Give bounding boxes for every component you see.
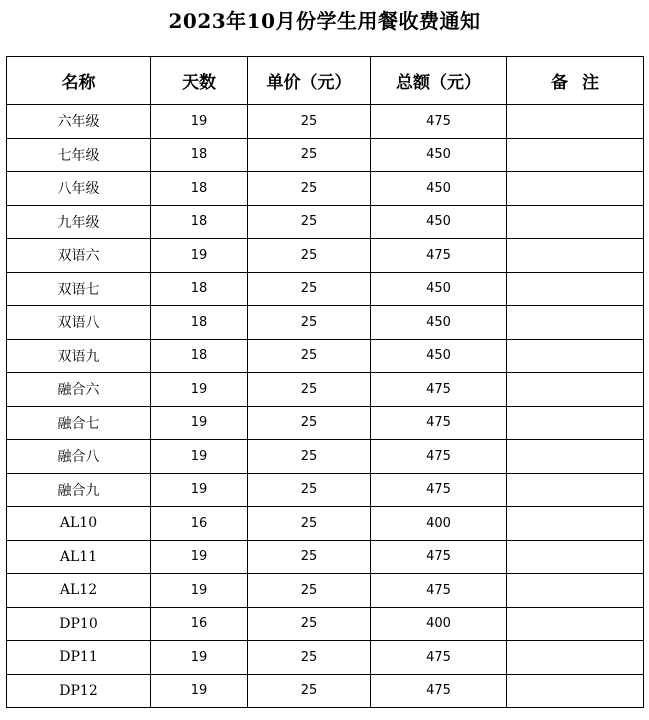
header-name: 名称 [7,57,151,105]
cell-note [507,641,644,675]
table-row [7,205,644,239]
cell-unit-price: 25 [248,105,371,139]
cell-note [507,339,644,373]
table-row [7,306,644,340]
cell-unit-price: 25 [248,473,371,507]
cell-name: 融合九 [7,473,151,507]
table-header-row [7,57,644,105]
cell-days: 19 [151,105,248,139]
cell-total: 450 [371,205,507,239]
cell-name: DP10 [7,607,151,641]
cell-total: 475 [371,473,507,507]
cell-unit-price: 25 [248,540,371,574]
cell-unit-price: 25 [248,440,371,474]
header-total: 总额（元） [371,57,507,105]
cell-total: 475 [371,440,507,474]
cell-name: 八年级 [7,172,151,206]
cell-name: 七年级 [7,138,151,172]
cell-days: 19 [151,406,248,440]
cell-name: 双语八 [7,306,151,340]
cell-total: 475 [371,641,507,675]
cell-days: 18 [151,138,248,172]
cell-total: 450 [371,306,507,340]
cell-note [507,373,644,407]
table-body [7,105,644,708]
cell-name: DP12 [7,674,151,708]
cell-total: 450 [371,339,507,373]
table-row [7,105,644,139]
cell-note [507,239,644,273]
cell-total: 475 [371,105,507,139]
cell-unit-price: 25 [248,674,371,708]
cell-note [507,507,644,541]
cell-days: 18 [151,272,248,306]
cell-note [507,272,644,306]
cell-unit-price: 25 [248,272,371,306]
cell-unit-price: 25 [248,239,371,273]
cell-total: 400 [371,607,507,641]
table-row [7,239,644,273]
table-row [7,440,644,474]
table-row [7,138,644,172]
cell-days: 18 [151,306,248,340]
cell-unit-price: 25 [248,406,371,440]
cell-name: 双语九 [7,339,151,373]
cell-note [507,440,644,474]
cell-days: 16 [151,607,248,641]
header-unit-price: 单价（元） [248,57,371,105]
cell-name: DP11 [7,641,151,675]
cell-days: 19 [151,473,248,507]
cell-note [507,540,644,574]
cell-days: 19 [151,373,248,407]
cell-unit-price: 25 [248,172,371,206]
fee-table [6,56,644,708]
cell-unit-price: 25 [248,607,371,641]
cell-note [507,105,644,139]
cell-total: 475 [371,674,507,708]
table-row [7,172,644,206]
cell-days: 19 [151,574,248,608]
table-row [7,607,644,641]
table-row [7,540,644,574]
cell-days: 19 [151,440,248,474]
cell-total: 450 [371,172,507,206]
cell-note [507,205,644,239]
table-row [7,272,644,306]
header-days: 天数 [151,57,248,105]
cell-days: 19 [151,239,248,273]
cell-note [507,674,644,708]
cell-total: 475 [371,574,507,608]
cell-name: 九年级 [7,205,151,239]
table-row [7,507,644,541]
cell-name: 双语七 [7,272,151,306]
table-row [7,641,644,675]
cell-days: 18 [151,205,248,239]
page-title: 2023年10月份学生用餐收费通知 [168,9,481,33]
table-row [7,406,644,440]
cell-unit-price: 25 [248,507,371,541]
cell-name: AL12 [7,574,151,608]
cell-days: 16 [151,507,248,541]
cell-total: 450 [371,272,507,306]
cell-note [507,138,644,172]
cell-note [507,306,644,340]
cell-note [507,574,644,608]
cell-unit-price: 25 [248,641,371,675]
cell-name: 六年级 [7,105,151,139]
table-row [7,574,644,608]
cell-name: AL10 [7,507,151,541]
cell-unit-price: 25 [248,574,371,608]
cell-total: 400 [371,507,507,541]
cell-days: 18 [151,339,248,373]
cell-unit-price: 25 [248,138,371,172]
table-row [7,373,644,407]
cell-total: 475 [371,373,507,407]
cell-days: 19 [151,540,248,574]
cell-note [507,607,644,641]
table-row [7,473,644,507]
cell-name: 双语六 [7,239,151,273]
cell-total: 450 [371,138,507,172]
cell-total: 475 [371,406,507,440]
cell-name: 融合八 [7,440,151,474]
cell-note [507,172,644,206]
cell-unit-price: 25 [248,339,371,373]
table-row [7,339,644,373]
cell-name: 融合七 [7,406,151,440]
table-row [7,674,644,708]
cell-unit-price: 25 [248,205,371,239]
cell-total: 475 [371,540,507,574]
cell-note [507,473,644,507]
cell-unit-price: 25 [248,373,371,407]
cell-days: 18 [151,172,248,206]
cell-unit-price: 25 [248,306,371,340]
cell-name: AL11 [7,540,151,574]
cell-name: 融合六 [7,373,151,407]
cell-total: 475 [371,239,507,273]
cell-note [507,406,644,440]
cell-days: 19 [151,674,248,708]
cell-days: 19 [151,641,248,675]
header-note: 备注 [507,57,644,105]
